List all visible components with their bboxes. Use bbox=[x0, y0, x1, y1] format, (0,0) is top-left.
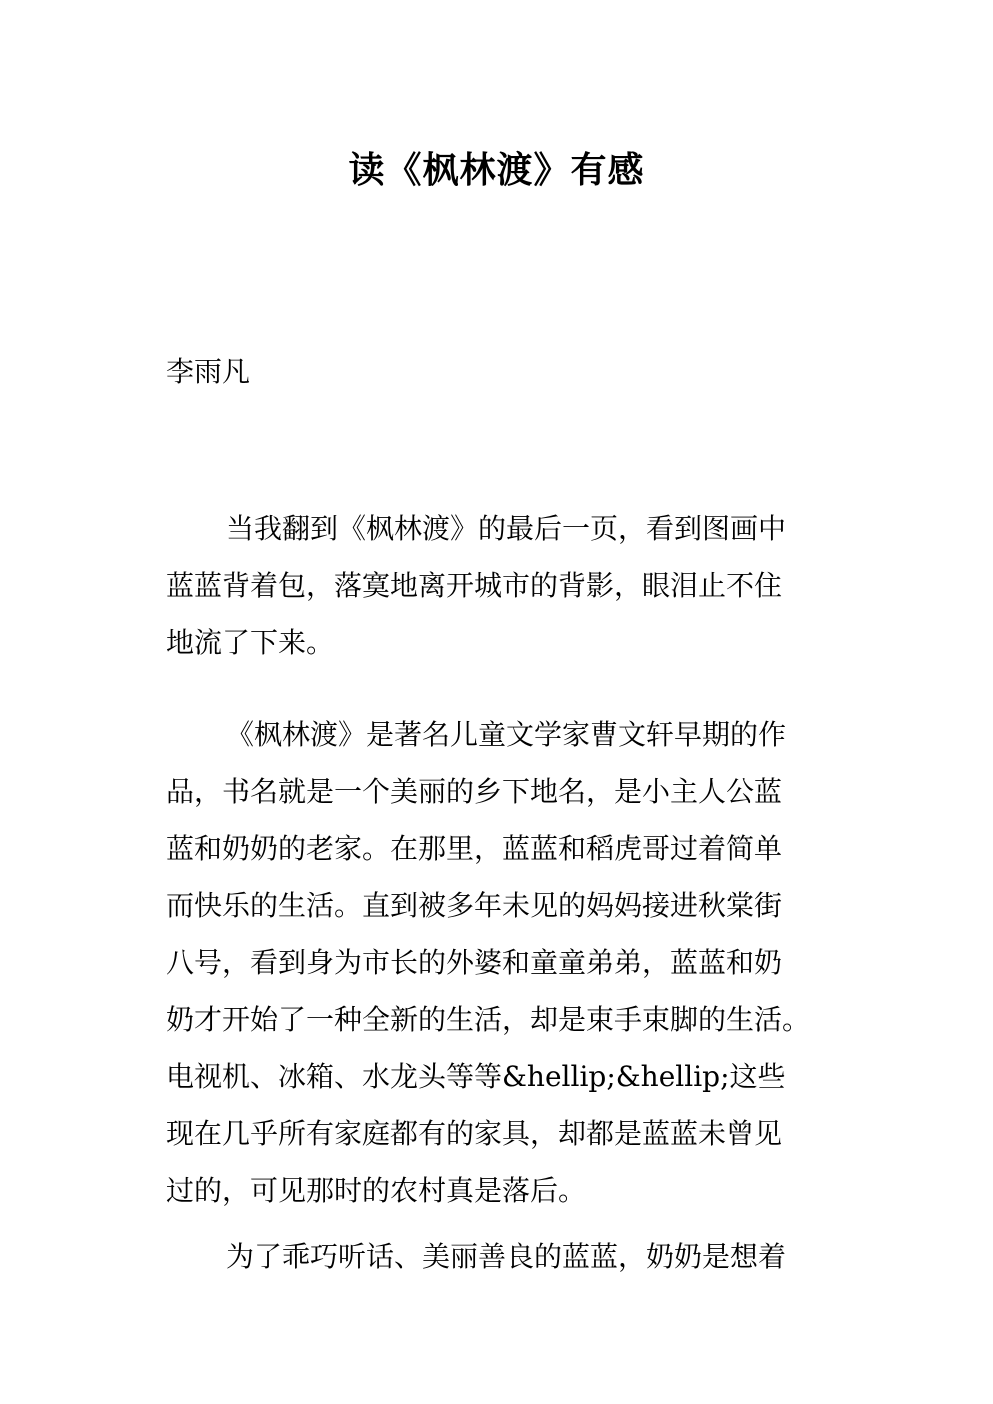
document-title: 读《枫林渡》有感 bbox=[348, 150, 645, 192]
paragraph-3 bbox=[166, 1228, 846, 1285]
text-line: 品，书名就是一个美丽的乡下地名，是小主人公蓝 bbox=[166, 775, 783, 808]
text-line: 蓝和奶奶的老家。在那里，蓝蓝和稻虎哥过着简单 bbox=[166, 832, 783, 865]
author-name: 李雨凡 bbox=[166, 355, 251, 388]
text-line: 地流了下来。 bbox=[166, 626, 335, 659]
paragraph-1 bbox=[166, 500, 846, 671]
text-line: 为了乖巧听话、美丽善良的蓝蓝，奶奶是想着 bbox=[226, 1240, 787, 1273]
text-line: 电视机、冰箱、水龙头等等&hellip;&hellip;这些 bbox=[166, 1060, 786, 1093]
text-line: 当我翻到《枫林渡》的最后一页，看到图画中 bbox=[226, 512, 787, 545]
text-line: 蓝蓝背着包，落寞地离开城市的背影，眼泪止不住 bbox=[166, 569, 783, 602]
text-line: 奶才开始了一种全新的生活，却是束手束脚的生活。 bbox=[166, 1003, 811, 1036]
text-line: 过的，可见那时的农村真是落后。 bbox=[166, 1174, 587, 1207]
text-line: 《枫林渡》是著名儿童文学家曹文轩早期的作 bbox=[226, 718, 787, 751]
text-line: 现在几乎所有家庭都有的家具，却都是蓝蓝未曾见 bbox=[166, 1117, 783, 1150]
text-line: 而快乐的生活。直到被多年未见的妈妈接进秋棠街 bbox=[166, 889, 783, 922]
paragraph-2 bbox=[166, 706, 846, 1219]
text-line: 八号，看到身为市长的外婆和童童弟弟，蓝蓝和奶 bbox=[166, 946, 783, 979]
